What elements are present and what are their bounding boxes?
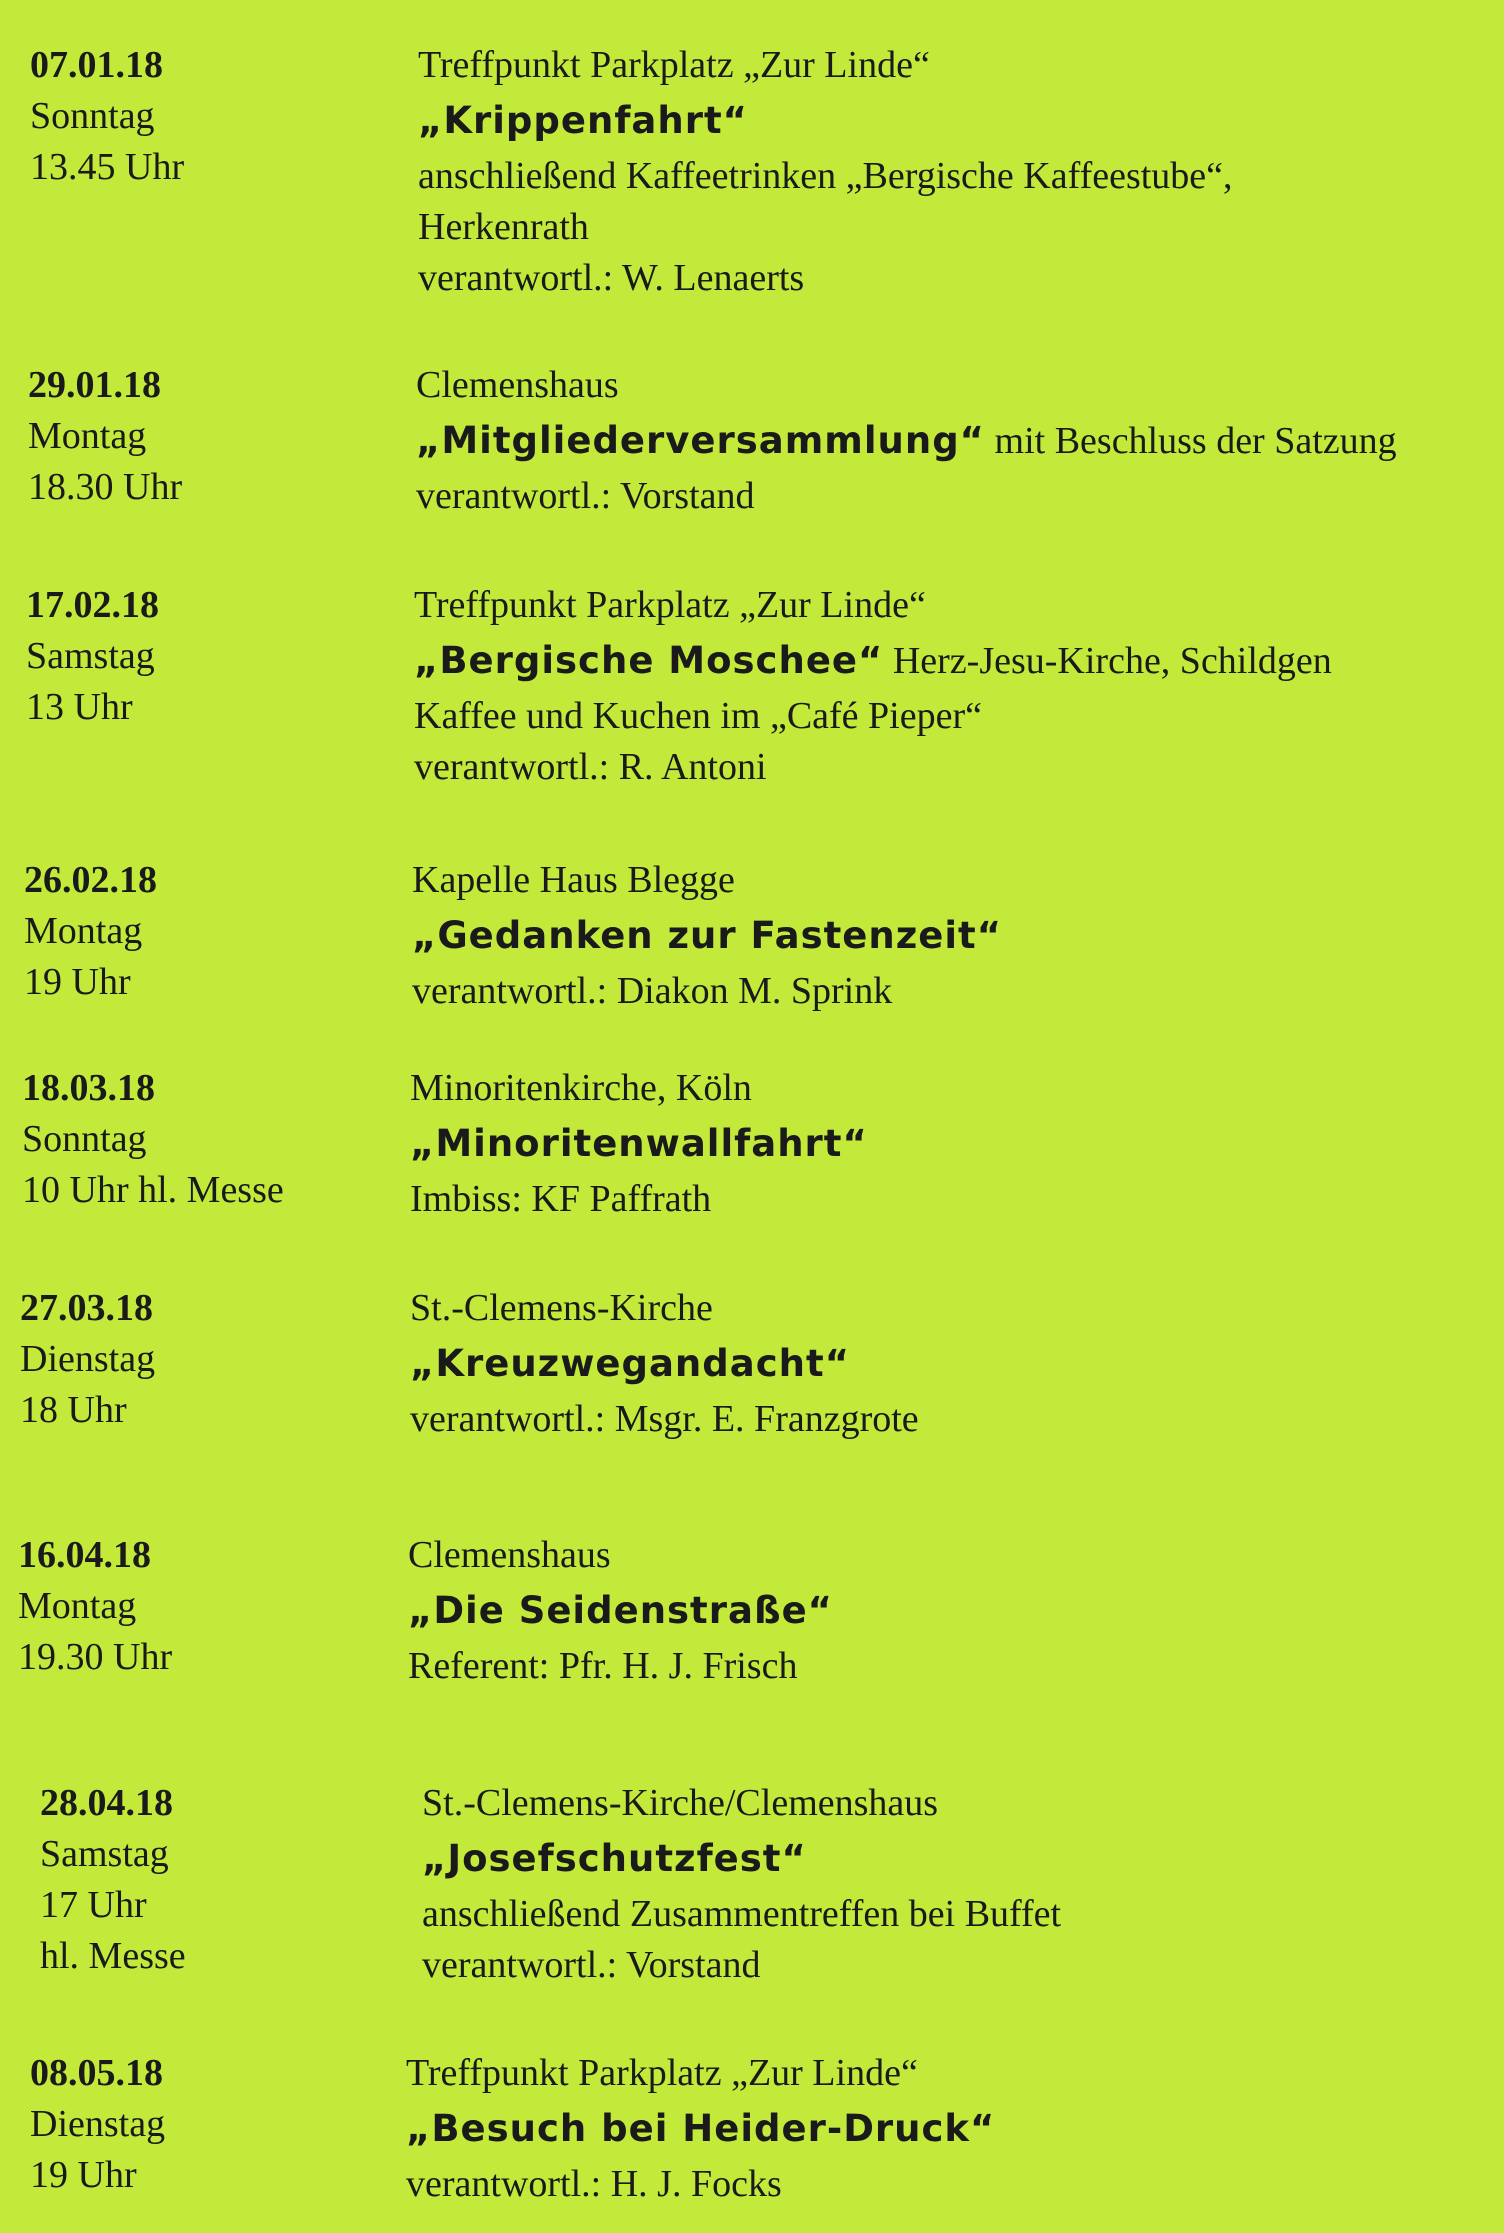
event-date: 16.04.18 [18, 1534, 151, 1576]
event-location: Kapelle Haus Blegge [412, 859, 735, 901]
event-info-column [410, 1063, 1480, 1225]
event-date-column [30, 2048, 390, 2201]
event-title: „Mitgliederversammlung“ [416, 419, 986, 462]
event-title: „Josefschutzfest“ [422, 1837, 807, 1880]
event-date: 07.01.18 [30, 44, 163, 86]
event-location: Treffpunkt Parkplatz „Zur Linde“ [418, 44, 930, 86]
event-title-row [410, 1334, 1480, 1394]
event-detail: verantwortl.: Msgr. E. Franzgrote [410, 1398, 919, 1440]
event-date: 18.03.18 [22, 1067, 155, 1109]
event-date: 28.04.18 [40, 1782, 173, 1824]
event-time: 19.30 Uhr [18, 1636, 173, 1678]
event-title-row [406, 2099, 1476, 2159]
event-day: Sonntag [22, 1118, 147, 1160]
event-detail: Kaffee und Kuchen im „Café Pieper“ [414, 695, 982, 737]
event-detail: Referent: Pfr. H. J. Frisch [408, 1645, 798, 1687]
event-location: St.-Clemens-Kirche [410, 1287, 713, 1329]
event-title-row [422, 1829, 1492, 1889]
event-time: 13 Uhr [26, 686, 133, 728]
event-day: Montag [28, 415, 147, 457]
event-date-column [28, 360, 388, 513]
event-location: Clemenshaus [408, 1534, 611, 1576]
event-info-column [418, 40, 1488, 304]
event-detail: Herkenrath [418, 206, 589, 248]
event-detail: anschließend Kaffeetrinken „Bergische Kaffeestube“, [418, 155, 1233, 197]
event-title: „Kreuzwegandacht“ [410, 1342, 851, 1385]
event-detail: Imbiss: KF Paffrath [410, 1178, 712, 1220]
event-location: Treffpunkt Parkplatz „Zur Linde“ [414, 584, 926, 626]
event-time: 18 Uhr [20, 1389, 127, 1431]
event-location: Clemenshaus [416, 364, 619, 406]
event-title-row [416, 411, 1486, 471]
event-title-row [418, 91, 1488, 151]
event-day: Samstag [40, 1833, 169, 1875]
event-title-row [408, 1581, 1478, 1641]
event-detail: verantwortl.: W. Lenaerts [418, 257, 805, 299]
event-date-column [18, 1530, 378, 1683]
event-time: 17 Uhr [40, 1884, 147, 1926]
event-date-column [22, 1063, 382, 1216]
event-info-column [408, 1530, 1478, 1692]
event-day: Sonntag [30, 95, 155, 137]
event-title: „Bergische Moschee“ [414, 639, 884, 682]
event-location: Minoritenkirche, Köln [410, 1067, 752, 1109]
event-date: 17.02.18 [26, 584, 159, 626]
event-title: „Besuch bei Heider-Druck“ [406, 2107, 996, 2150]
event-date-column [24, 855, 384, 1008]
event-detail: verantwortl.: Diakon M. Sprink [412, 970, 893, 1012]
event-date: 26.02.18 [24, 859, 157, 901]
event-detail: anschließend Zusammentreffen bei Buffet [422, 1893, 1062, 1935]
event-time: 19 Uhr [24, 961, 131, 1003]
event-info-column [414, 580, 1484, 793]
event-title: „Gedanken zur Fastenzeit“ [412, 914, 1003, 957]
event-date: 27.03.18 [20, 1287, 153, 1329]
event-title-row [414, 631, 1484, 691]
event-date-column [30, 40, 390, 193]
event-info-column [416, 360, 1486, 522]
event-location: St.-Clemens-Kirche/Clemenshaus [422, 1782, 939, 1824]
event-time: 18.30 Uhr [28, 466, 183, 508]
event-date-column [20, 1283, 380, 1436]
event-info-column [412, 855, 1482, 1017]
event-date: 08.05.18 [30, 2052, 163, 2094]
event-title: „Krippenfahrt“ [418, 99, 748, 142]
event-day: Montag [24, 910, 143, 952]
event-title-suffix: Herz-Jesu-Kirche, Schildgen [892, 640, 1332, 682]
event-title: „Die Seidenstraße“ [408, 1589, 833, 1632]
event-time: 13.45 Uhr [30, 146, 185, 188]
event-detail: verantwortl.: Vorstand [416, 475, 755, 517]
event-title-row [410, 1114, 1480, 1174]
event-time-note: hl. Messe [40, 1935, 186, 1977]
event-info-column [406, 2048, 1476, 2210]
event-info-column [422, 1778, 1492, 1991]
event-title: „Minoritenwallfahrt“ [410, 1122, 868, 1165]
event-title-row [412, 906, 1482, 966]
event-time: 19 Uhr [30, 2154, 137, 2196]
event-detail: verantwortl.: Vorstand [422, 1944, 761, 1986]
event-date-column [40, 1778, 400, 1982]
event-day: Dienstag [20, 1338, 156, 1380]
event-info-column [410, 1283, 1480, 1445]
event-day: Samstag [26, 635, 155, 677]
event-time: 10 Uhr hl. Messe [22, 1169, 284, 1211]
event-date: 29.01.18 [28, 364, 161, 406]
event-date-column [26, 580, 386, 733]
event-location: Treffpunkt Parkplatz „Zur Linde“ [406, 2052, 918, 2094]
event-title-suffix: mit Beschluss der Satzung [994, 420, 1397, 462]
event-day: Montag [18, 1585, 137, 1627]
event-detail: verantwortl.: H. J. Focks [406, 2163, 782, 2205]
event-detail: verantwortl.: R. Antoni [414, 746, 767, 788]
event-day: Dienstag [30, 2103, 166, 2145]
